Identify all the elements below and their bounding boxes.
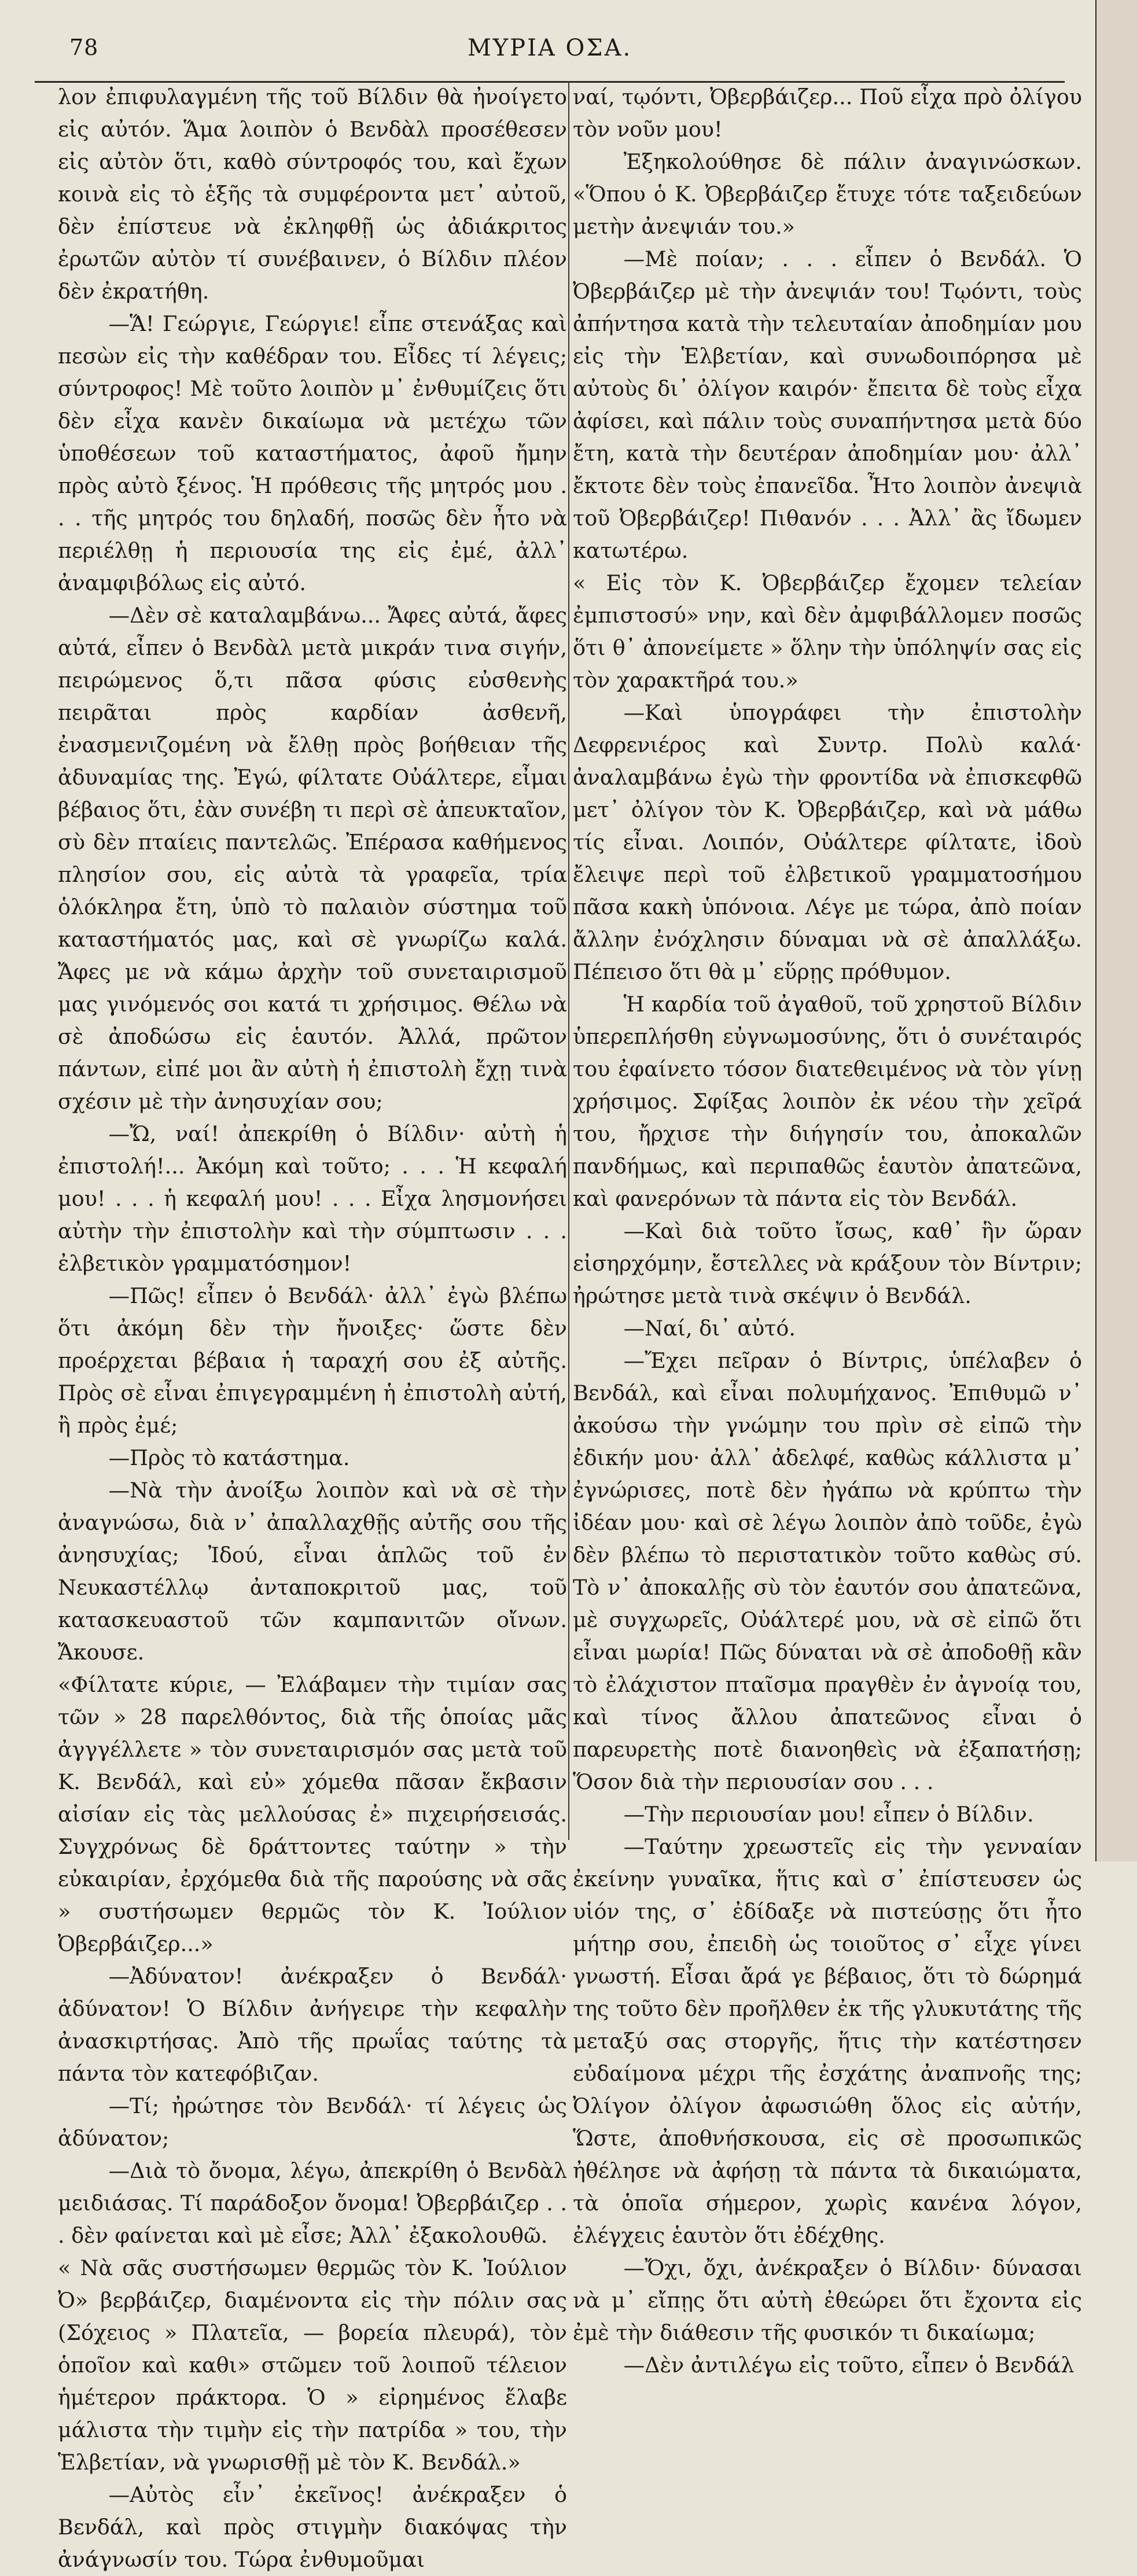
letter-quote: « Εἰς τὸν Κ. Ὀβερβάιζερ ἔχομεν τελείαν ἐμπιστοσύ» νην, καὶ δὲν ἀμφιβάλλομεν ποσῶς ὅτι θ᾽ ἀπονείμετε » ὅλην τὴν ὑπόληψίν σας εἰς τὸν χαρακτῆρά του.» xyxy=(573,571,1082,693)
paragraph: —Ταύτην χρεωστεῖς εἰς τὴν γενναίαν ἐκείνην γυναῖκα, ἥτις καὶ σ᾽ ἐπίστευσεν ὡς υἱόν της, σ᾽ ἐδίδαξε νὰ πιστεύσῃς ὅτι ἦτο μήτηρ σου, ἐπειδὴ ὡς τοιοῦτος σ᾽ εἶχε γίνει γνωστή. Εἶσαι ἄρά γε βέβαιος, ὅτι τὸ δώρημά της τοῦτο δὲν προῆλθεν ἐκ τῆς γλυκυτάτης τῆς μεταξύ σας στοργῆς, ἥτις τὴν κατέστησεν εὐδαίμονα μέχρι τῆς ἐσχάτης ἀναπνοῆς της; Ὀλίγον ὀλίγον ἀφωσιώθη ὅλος εἰς αὐτήν, Ὥστε, ἀποθνήσκουσα, εἰς σὲ προσωπικῶς ἠθέλησε νὰ ἀφήσῃ τὰ πάντα τὰ δικαιώματα, τὰ ὁποῖα σήμερον, χωρὶς κανένα λόγον, ἐλέγχεις ἑαυτὸν ὅτι ἐδέχθης. xyxy=(573,1834,1082,2248)
paragraph: —Καὶ ὑπογράφει τὴν ἐπιστολὴν Δεφρενιέρος καὶ Συντρ. Πολὺ καλά· ἀναλαμβάνω ἐγὼ τὴν φροντίδα νὰ ἐπισκεφθῶ μετ᾽ ὀλίγον τὸν Κ. Ὀβερβάιζερ, καὶ νὰ μάθω τίς εἶναι. Λοιπόν, Οὐάλτερε φίλτατε, ἰδοὺ ἔλειψε περὶ τοῦ ἐλβετικοῦ γραμματοσήμου πᾶσα κακὴ ὑπόνοια. Λέγε με τώρα, ἀπὸ ποίαν ἄλλην ἐνόχλησιν δύναμαι νὰ σὲ ἀπαλλάξω. Πέπεισο ὅτι θὰ μ᾽ εὕρῃς πρόθυμον. xyxy=(573,700,1082,984)
page-number: 78 xyxy=(69,35,99,60)
paragraph: —Πῶς! εἶπεν ὁ Βενδάλ· ἀλλ᾽ ἐγὼ βλέπω ὅτι ἀκόμη δὲν τὴν ἤνοιξες· ὥστε δὲν προέρχεται βέβαια ἡ ταραχή σου ἐξ αὐτῆς. Πρὸς σὲ εἶναι ἐπιγεγραμμένη ἡ ἐπιστολὴ αὐτή, ἢ πρὸς ἐμέ; xyxy=(58,1283,567,1438)
paragraph: —Μὲ ποίαν; . . . εἶπεν ὁ Βενδάλ. Ὁ Ὀβερβάιζερ μὲ τὴν ἀνεψιάν του! Τῳόντι, τοὺς ἀπήντησα κατὰ τὴν τελευταίαν ἀποδημίαν μου εἰς τὴν Ἑλβετίαν, καὶ συνωδοιπόρησα μὲ αὐτοὺς δι᾽ ὀλίγον καιρόν· ἔπειτα δὲ τοὺς εἶχα ἀφίσει, καὶ πάλιν τοὺς συναπήντησα μετὰ δύο ἔτη, κατὰ τὴν δευτέραν ἀποδημίαν μου· ἀλλ᾽ ἔκτοτε δὲν τοὺς ἐπανεῖδα. Ἦτο λοιπὸν ἀνεψιὰ τοῦ Ὀβερβάιζερ! Πιθανόν . . . Ἀλλ᾽ ἂς ἴδωμεν κατωτέρω. xyxy=(573,246,1082,563)
paragraph: —Αὐτὸς εἶν᾽ ἐκεῖνος! ἀνέκραξεν ὁ Βενδάλ, καὶ πρὸς στιγμὴν διακόψας τὴν ἀνάγνωσίν του. Τώρα ἐνθυμοῦμαι xyxy=(58,2482,567,2572)
letter-quote: «Φίλτατε κύριε, — Ἐλάβαμεν τὴν τιμίαν σας τῶν » 28 παρελθόντος, διὰ τῆς ὁποίας μᾶς ἀγγγέλλετε » τὸν συνεταιρισμόν σας μετὰ τοῦ Κ. Βενδάλ, καὶ εὐ» χόμεθα πᾶσαν ἔκβασιν αἰσίαν εἰς τὰς μελλούσας ἐ» πιχειρήσεισάς. Συγχρόνως δὲ δράττοντες ταύτην » τὴν εὐκαιρίαν, ἐρχόμεθα διὰ τῆς παρούσης νὰ σᾶς » συστήσωμεν θερμῶς τὸν Κ. Ἰούλιον Ὀβερβάιζερ...» xyxy=(58,1672,567,1956)
adjacent-page-edge xyxy=(1095,0,1137,1861)
paragraph: —Ὤ, ναί! ἀπεκρίθη ὁ Βίλδιν· αὐτὴ ἡ ἐπιστολή!... Ἀκόμη καὶ τοῦτο; . . . Ἡ κεφαλή μου! . . . ἡ κεφαλή μου! . . . Εἶχα λησμονήσει αὐτὴν τὴν ἐπιστολὴν καὶ τὴν σύμπτωσιν . . . ἐλβετικὸν γραμματόσημον! xyxy=(58,1121,567,1276)
paragraph: —Ἀδύνατον! ἀνέκραξεν ὁ Βενδάλ· ἀδύνατον! Ὁ Βίλδιν ἀνήγειρε τὴν κεφαλὴν ἀνασκιρτήσας. Ἀπὸ τῆς πρωΐας ταύτης τὰ πάντα τὸν κατεφόβιζαν. xyxy=(58,1964,567,2086)
paragraph: —Δὲν σὲ καταλαμβάνω... Ἄφες αὐτά, ἄφες αὐτά, εἶπεν ὁ Βενδὰλ μετὰ μικράν τινα σιγήν, πειρώμενος ὅ,τι πᾶσα φύσις εὐσθενὴς πειρᾶται πρὸς καρδίαν ἀσθενῆ, ἐνασμενιζομένη νὰ ἔλθῃ πρὸς βοήθειαν τῆς ἀδυναμίας της. Ἐγώ, φίλτατε Οὐάλτερε, εἶμαι βέβαιος ὅτι, ἐὰν συνέβη τι περὶ σὲ ἀπευκταῖον, σὺ δὲν πταίεις παντελῶς. Ἐπέρασα καθήμενος πλησίον σου, εἰς αὐτὰ τὰ γραφεῖα, τρία ὁλόκληρα ἔτη, ὑπὸ τὸ παλαιὸν σύστημα τοῦ καταστήματός μας, καὶ σὲ γνωρίζω καλά. Ἄφες με νὰ κάμω ἀρχὴν τοῦ συνεταιρισμοῦ μας γινόμενός σοι κατά τι χρήσιμος. Θέλω νὰ σὲ ἀποδώσω εἰς ἑαυτόν. Ἀλλά, πρῶτον πάντων, εἰπέ μοι ἂν αὐτὴ ἡ ἐπιστολὴ ἔχῃ τινὰ σχέσιν μὲ τὴν ἀνησυχίαν σου; xyxy=(58,603,567,1114)
paragraph: —Ἔχει πεῖραν ὁ Βίντρις, ὑπέλαβεν ὁ Βενδάλ, καὶ εἶναι πολυμήχανος. Ἐπιθυμῶ ν᾽ ἀκούσω τὴν γνώμην του πρὶν σὲ εἰπῶ τὴν ἐδικήν μου· ἀλλ᾽ ἀδελφέ, καθὼς κάλλιστα μ᾽ ἐγνώρισες, ποτὲ δὲν ἠγάπω νὰ κρύπτω τὴν ἰδέαν μου· καὶ σὲ λέγω λοιπὸν ἀπὸ τοῦδε, ἐγὼ δὲν βλέπω τὸ περιστατικὸν τοῦτο καθὼς σύ. Τὸ ν᾽ ἀποκαλῇς σὺ τὸν ἑαυτόν σου ἀπατεῶνα, μὲ συγχωρεῖς, Οὐάλτερέ μου, νὰ σὲ εἰπῶ ὅτι εἶναι μωρία! Πῶς δύναται νὰ σὲ ἀποδοθῇ κἂν τὸ ἐλάχιστον πταῖσμα πραγθὲν ἐν ἀγνοίᾳ του, καὶ τίνος ἄλλου ἀπατεῶνος εἶναι ὁ παρευρετὴς ποτὲ διανοηθεὶς νὰ ἐξαπατήσῃ; Ὅσον διὰ τὴν περιουσίαν σου . . . xyxy=(573,1348,1082,1794)
letter-quote: « Νὰ σᾶς συστήσωμεν θερμῶς τὸν Κ. Ἰούλιον Ὀ» βερβάιζερ, διαμένοντα εἰς τὴν πόλιν σας (Σόχειος » Πλατεῖα, — βορεία πλευρά), τὸν ὁποῖον καὶ καθι» στῶμεν τοῦ λοιποῦ τέλειον ἡμέτερον πράκτορα. Ὁ » εἰρημένος ἔλαβε μάλιστα τὴν τιμὴν εἰς τὴν πατρίδα » του, τὴν Ἑλβετίαν, νὰ γνωρισθῇ μὲ τὸν Κ. Βενδάλ.» xyxy=(58,2255,567,2475)
paragraph: Ἡ καρδία τοῦ ἀγαθοῦ, τοῦ χρηστοῦ Βίλδιν ὑπερεπλήσθη εὐγνωμοσύνης, ὅτι ὁ συνέταιρός του ἐφαίνετο τόσον διατεθειμένος νὰ τὸν γίνῃ χρήσιμος. Σφίξας λοιπὸν ἐκ νέου τὴν χεῖρά του, ἤρχισε τὴν διήγησίν του, ἀποκαλῶν πανδήμως, καὶ περιπαθῶς ἑαυτὸν ἀπατεῶνα, καὶ φανερόνων τὰ πάντα εἰς τὸν Βενδάλ. xyxy=(573,992,1082,1211)
paragraph: Ἐξηκολούθησε δὲ πάλιν ἀναγινώσκων. «Ὅπου ὁ Κ. Ὀβερβάιζερ ἔτυχε τότε ταξειδεύων μετὴν ἀνεψιάν του.» xyxy=(573,149,1082,239)
right-column xyxy=(573,81,1082,2378)
paragraph: —Ἅ! Γεώργιε, Γεώργιε! εἶπε στενάξας καὶ πεσὼν εἰς τὴν καθέδραν του. Εἶδες τί λέγεις; σύντροφος! Μὲ τοῦτο λοιπὸν μ᾽ ἐνθυμίζεις ὅτι δὲν εἶχα κανὲν δικαίωμα νὰ μετέχω τῶν ὑποθέσεων τοῦ καταστήματος, ἀφοῦ ἤμην πρὸς αὐτὸ ξένος. Ἡ πρόθεσις τῆς μητρός μου . . . τῆς μητρός του δηλαδή, ποσῶς δὲν ἦτο νὰ περιέλθῃ ἡ περιουσία της εἰς ἐμέ, ἀλλ᾽ ἀναμφιβόλως εἰς αὐτό. xyxy=(58,311,567,595)
paragraph: —Τί; ἠρώτησε τὸν Βενδάλ· τί λέγεις ὡς ἀδύνατον; xyxy=(58,2093,567,2151)
paragraph: λον ἐπιφυλαγμένη τῆς τοῦ Βίλδιν θὰ ἠνοίγετο εἰς αὐτόν. Ἅμα λοιπὸν ὁ Βενδὰλ προσέθεσεν εἰς αὐτὸν ὅτι, καθὸ σύντροφός του, καὶ ἔχων κοινὰ εἰς τὸ ἑξῆς τὰ συμφέροντα μετ᾽ αὐτοῦ, δὲν ἐπίστευε νὰ ἐκληφθῇ ὡς ἀδιάκριτος ἐρωτῶν αὐτὸν τί συνέβαινεν, ὁ Βίλδιν πλέον δὲν ἐκρατήθη. xyxy=(58,84,567,304)
page-header xyxy=(35,12,1065,83)
paragraph: —Διὰ τὸ ὄνομα, λέγω, ἀπεκρίθη ὁ Βενδὰλ μειδιάσας. Τί παράδοξον ὄνομα! Ὀβερβάιζερ . . . δὲν φαίνεται καὶ μὲ εἶσε; Ἀλλ᾽ ἐξακολουθῶ. xyxy=(58,2158,567,2248)
running-title: ΜΥΡΙΑ ΟΣΑ. xyxy=(467,35,632,61)
paragraph: —Νὰ τὴν ἀνοίξω λοιπὸν καὶ νὰ σὲ τὴν ἀναγνώσω, διὰ ν᾽ ἀπαλλαχθῇς αὐτῆς σου τῆς ἀνησυχίας; Ἰδού, εἶναι ἁπλῶς τοῦ ἐν Νευκαστέλλῳ ἀνταποκριτοῦ μας, τοῦ κατασκευαστοῦ τῶν καμπανιτῶν οἴνων. Ἄκουσε. xyxy=(58,1478,567,1665)
left-column xyxy=(58,81,567,2572)
paragraph: —Ὄχι, ὄχι, ἀνέκραξεν ὁ Βίλδιν· δύνασαι νὰ μ᾽ εἴπῃς ὅτι αὐτὴ ἐθεώρει ὅτι ἔχοντα εἰς ἐμὲ τὴν διάθεσιν τῆς φυσικόν τι δικαίωμα; xyxy=(573,2255,1082,2345)
paragraph: —Τὴν περιουσίαν μου! εἶπεν ὁ Βίλδιν. xyxy=(623,1802,1034,1827)
paragraph: —Ναί, δι᾽ αὐτό. xyxy=(623,1316,796,1341)
paragraph: ναί, τῳόντι, Ὀβερβάιζερ... Ποῦ εἶχα πρὸ ὀλίγου τὸν νοῦν μου! xyxy=(573,84,1082,142)
paragraph: —Πρὸς τὸ κατάστημα. xyxy=(108,1445,350,1470)
column-divider xyxy=(568,81,569,1840)
paragraph: —Δὲν ἀντιλέγω εἰς τοῦτο, εἶπεν ὁ Βενδάλ xyxy=(623,2353,1075,2378)
paragraph: —Καὶ διὰ τοῦτο ἴσως, καθ᾽ ἣν ὥραν εἰσηρχόμην, ἔστελλες νὰ κράξουν τὸν Βίντριν; ἠρώτησε μετὰ τινὰ σκέψιν ὁ Βενδάλ. xyxy=(573,1219,1082,1308)
